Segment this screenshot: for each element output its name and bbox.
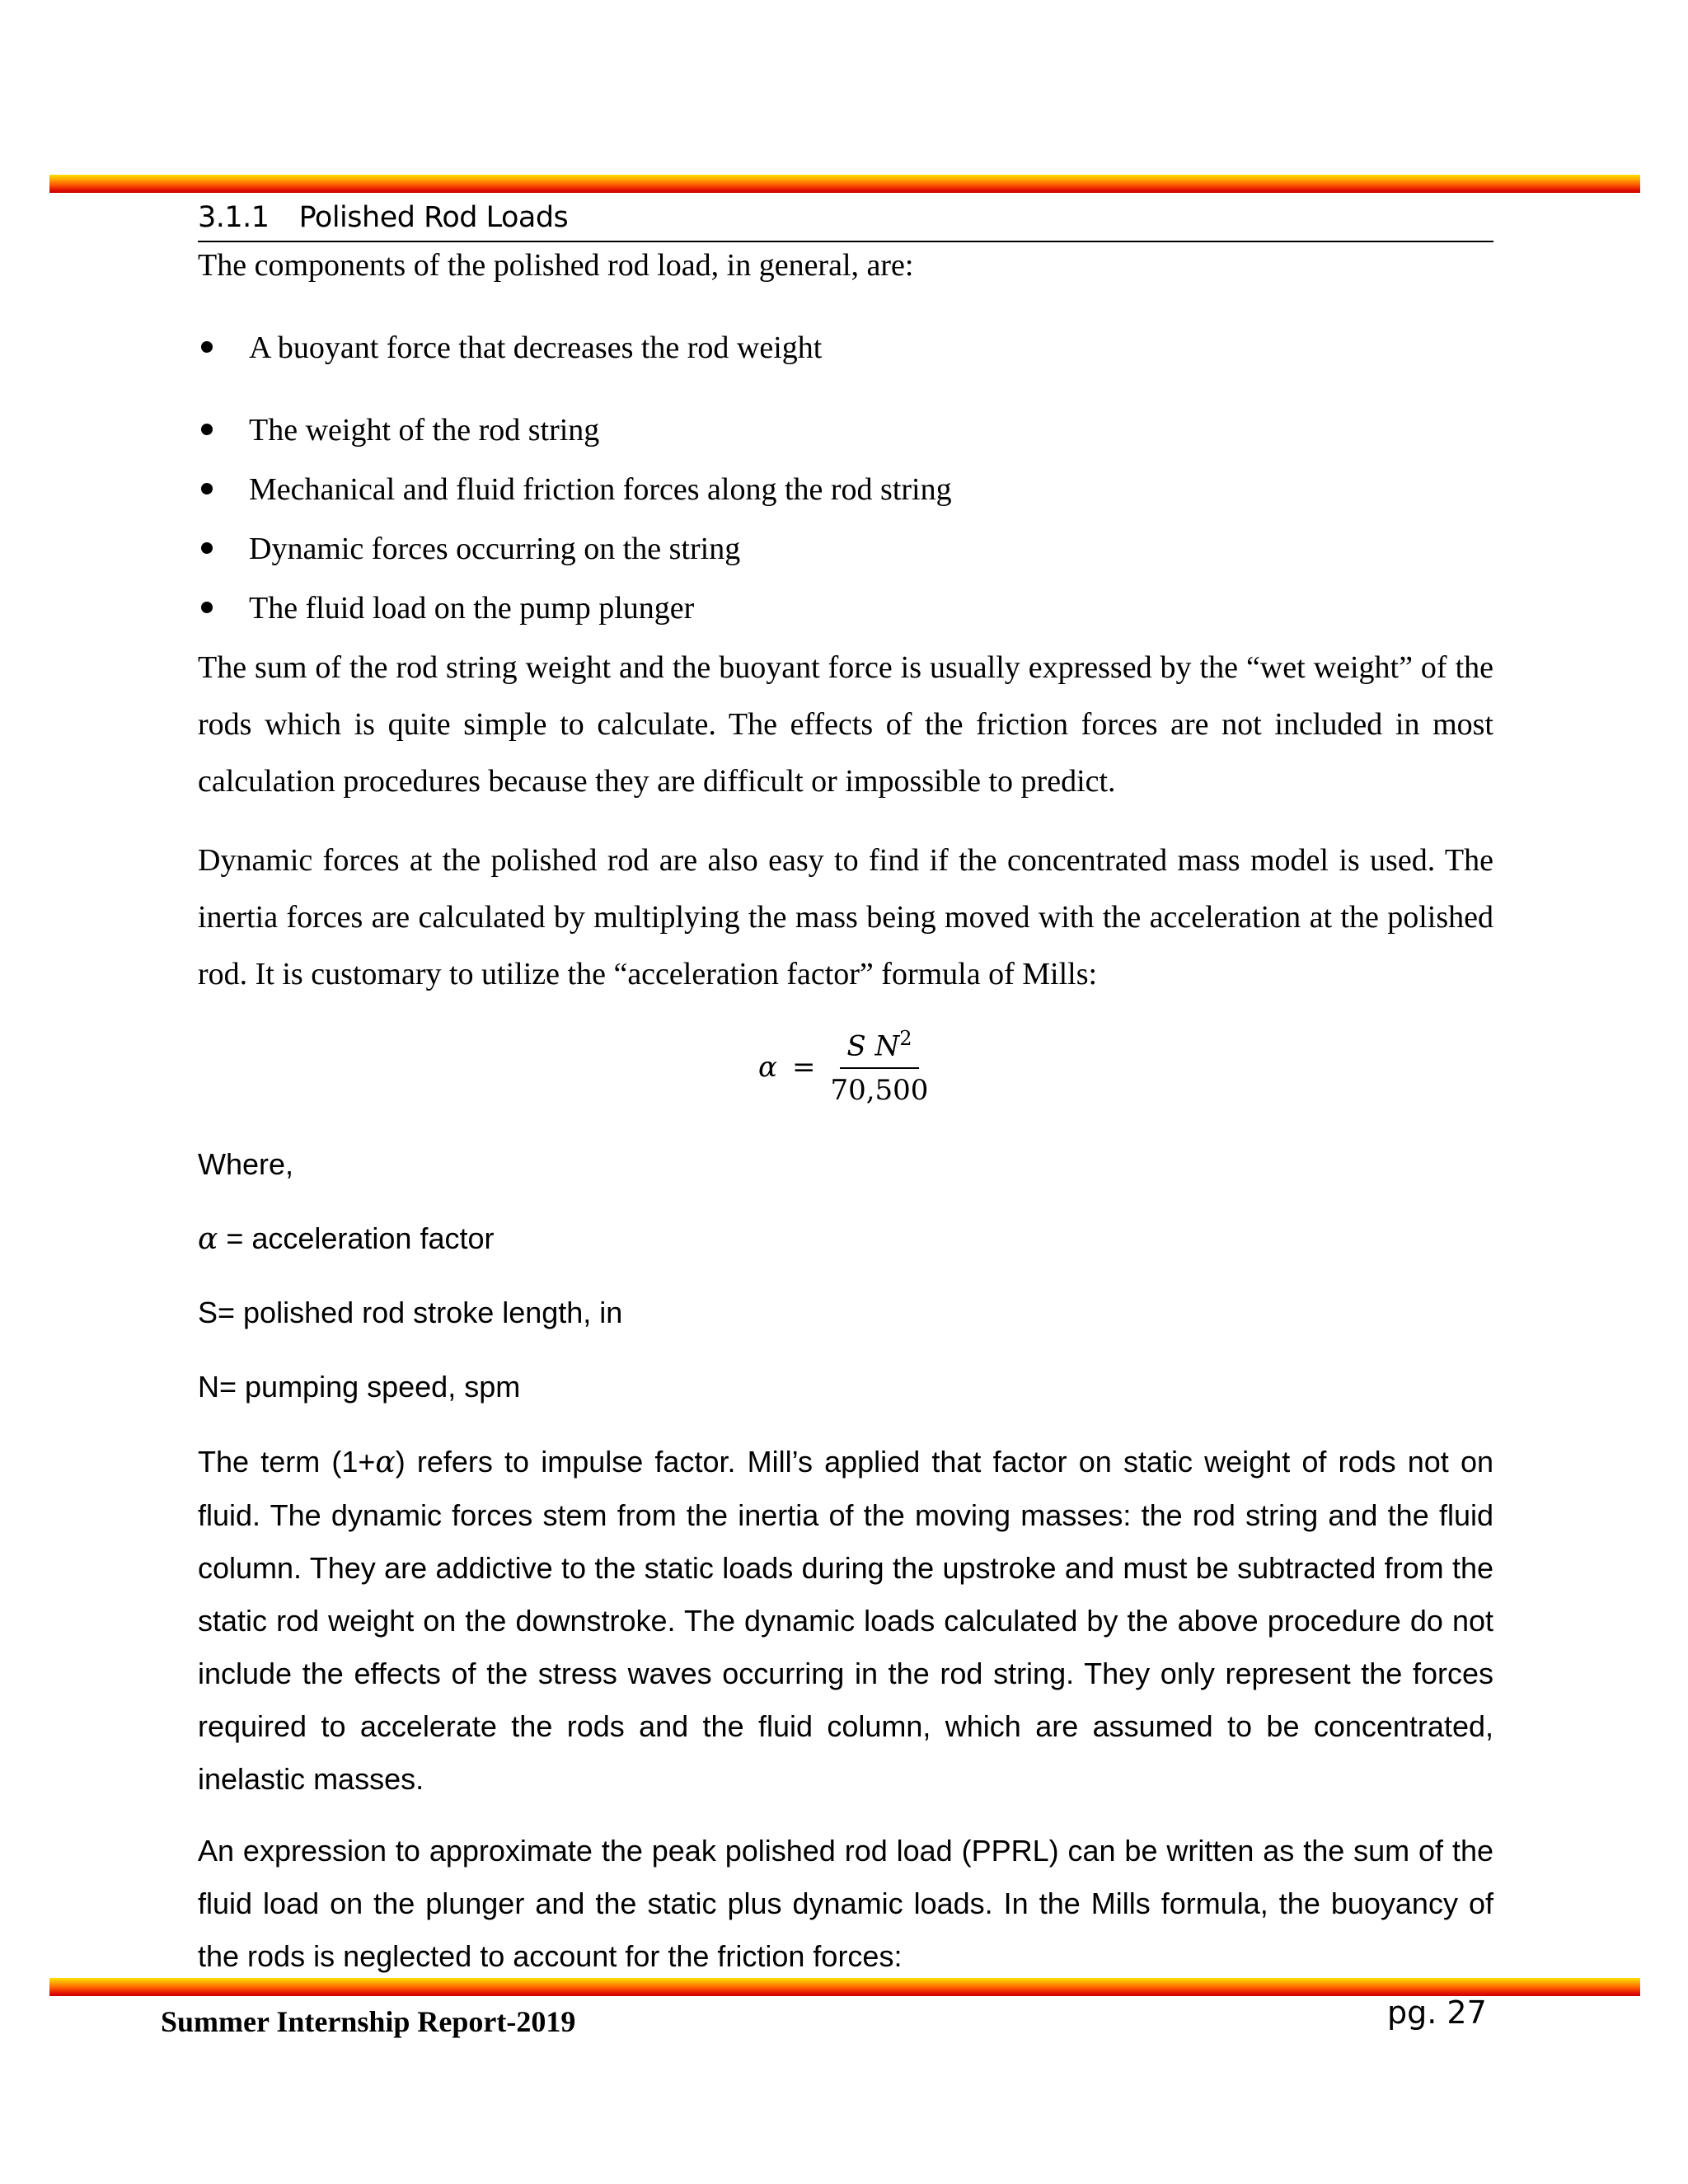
list-item: Dynamic forces occurring on the string	[198, 524, 1493, 574]
formula-numerator	[840, 1027, 918, 1069]
header-rule-band	[49, 175, 1640, 193]
impulse-text-start: The term (1+	[198, 1445, 376, 1479]
impulse-alpha-symbol: α	[375, 1446, 396, 1479]
definition-alpha-symbol: α	[198, 1222, 218, 1256]
definition-stroke: S= polished rod stroke length, in	[198, 1296, 623, 1329]
list-item: Mechanical and fluid friction forces along the rod string	[198, 465, 1493, 514]
component-list	[198, 323, 1493, 633]
list-item: The fluid load on the pump plunger	[198, 583, 1493, 633]
footer-report-title: Summer Internship Report-2019	[161, 2005, 576, 2038]
section-title: Polished Rod Loads	[298, 201, 569, 234]
definition-speed: N= pumping speed, spm	[198, 1370, 521, 1404]
section-number: 3.1.1	[198, 201, 270, 234]
paragraph-dynamic-forces: Dynamic forces at the polished rod are also easy to find if the concentrated mass model is used. The inertia forces are calculated by multiplying the mass being moved with the acceleration at the polished rod. It is customary to utilize the “acceleration factor” formula of Mills:	[198, 843, 1493, 991]
formula-equals: =	[791, 1050, 816, 1084]
definition-alpha	[198, 1221, 495, 1256]
formula-s: S	[846, 1029, 866, 1063]
formula-denominator: 70,500	[830, 1074, 929, 1108]
definition-alpha-text: = acceleration factor	[218, 1221, 495, 1255]
list-item: The weight of the rod string	[198, 405, 1493, 455]
paragraph-wet-weight: The sum of the rod string weight and the buoyant force is usually expressed by the “wet weight” of the rods which is quite simple to calculate. The effects of the friction forces are not included in most calculation procedures because they are difficult or impossible to predict.	[198, 650, 1493, 799]
list-item: A buoyant force that decreases the rod weight	[198, 323, 1493, 373]
paragraph-impulse-factor	[198, 1436, 1493, 1806]
page-number: pg. 27	[1387, 1994, 1487, 2031]
formula-alpha: α	[758, 1050, 777, 1084]
formula-exponent: 2	[899, 1027, 912, 1050]
formula-fraction	[830, 1027, 928, 1107]
intro-text: The components of the polished rod load, in general, are:	[198, 248, 914, 283]
formula-n: N	[874, 1029, 900, 1063]
acceleration-factor-formula	[758, 1027, 928, 1107]
footer-rule-band	[49, 1978, 1640, 1996]
paragraph-pprl: An expression to approximate the peak polished rod load (PPRL) can be written as the sum of the fluid load on the plunger and the static plus dynamic loads. In the Mills formula, the buoyancy of the rods is neglected to account for the friction forces:	[198, 1834, 1493, 1973]
where-label: Where,	[198, 1147, 294, 1181]
impulse-text-rest: ) refers to impulse factor. Mill’s applied that factor on static weight of rods not on fluid. The dynamic forces stem from the inertia of the moving masses: the rod string and the fluid column. They are addictive to the static loads during the upstroke and must be subtracted from the static rod weight on the downstroke. The dynamic loads calculated by the above procedure do not include the effects of the stress waves occurring in the rod string. They only represent the forces required to accelerate the rods and the fluid column, which are assumed to be concentrated, inelastic masses.	[198, 1445, 1493, 1796]
section-heading	[198, 201, 1493, 242]
